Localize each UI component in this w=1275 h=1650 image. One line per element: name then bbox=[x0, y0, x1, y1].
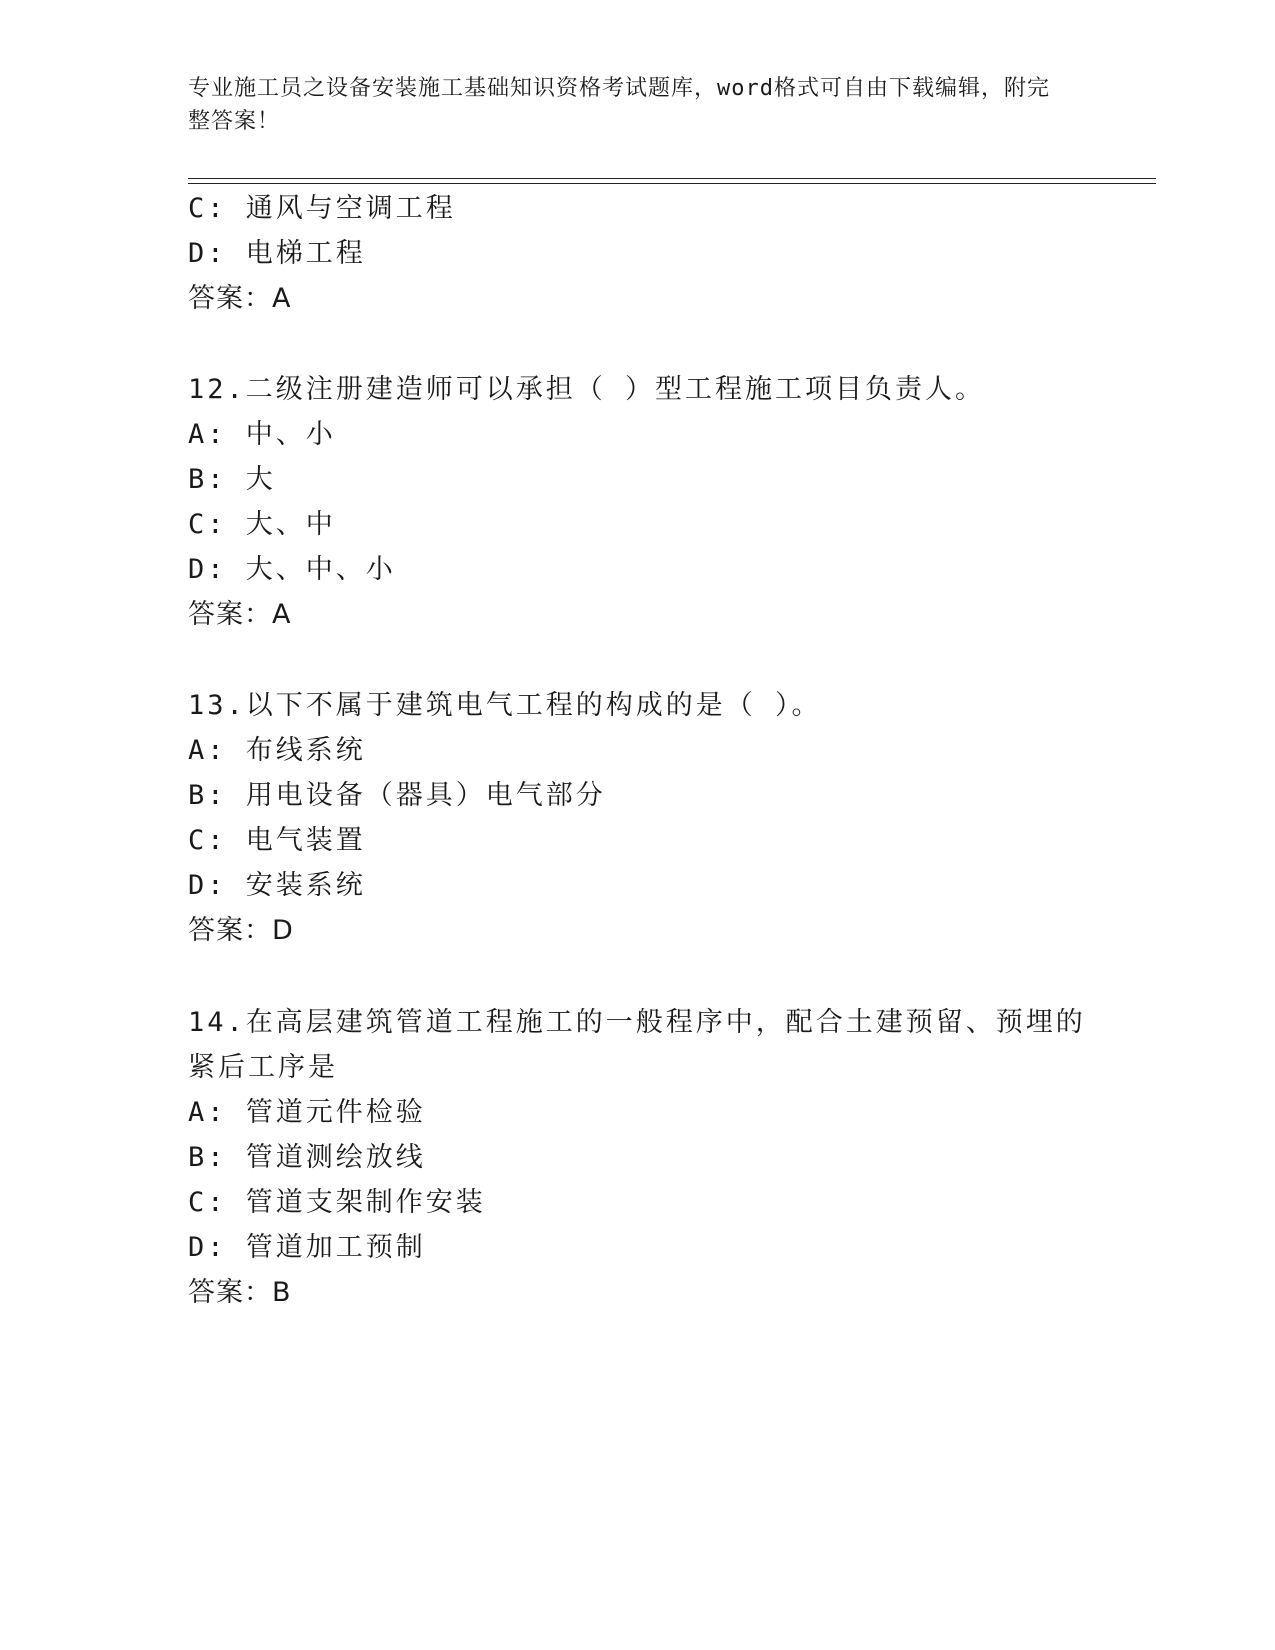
answer-line: 答案：A bbox=[188, 283, 292, 314]
option-b: B: 大 bbox=[188, 464, 276, 495]
question-stem: 14.在高层建筑管道工程施工的一般程序中，配合土建预留、预埋的紧后工序是 bbox=[188, 1007, 1086, 1083]
document-header: 专业施工员之设备安装施工基础知识资格考试题库，word格式可自由下载编辑，附完整答案！ bbox=[188, 76, 1050, 134]
question-stem: 13.以下不属于建筑电气工程的构成的是（ ）。 bbox=[188, 690, 822, 721]
option-a: A: 布线系统 bbox=[188, 735, 366, 766]
option-c: C: 电气装置 bbox=[188, 825, 366, 856]
option-b: B: 管道测绘放线 bbox=[188, 1142, 426, 1173]
option-d: D: 大、中、小 bbox=[188, 554, 396, 585]
option-d: D: 电梯工程 bbox=[188, 238, 366, 269]
option-d: D: 安装系统 bbox=[188, 870, 366, 901]
answer-line: 答案：D bbox=[188, 915, 294, 946]
answer-line: 答案：A bbox=[188, 599, 292, 630]
option-c: C: 管道支架制作安装 bbox=[188, 1187, 486, 1218]
header-divider-bottom bbox=[188, 183, 1156, 184]
option-c: C: 通风与空调工程 bbox=[188, 193, 456, 224]
option-b: B: 用电设备（器具）电气部分 bbox=[188, 780, 606, 811]
question-stem: 12.二级注册建造师可以承担（ ）型工程施工项目负责人。 bbox=[188, 374, 986, 405]
option-c: C: 大、中 bbox=[188, 509, 336, 540]
option-a: A: 管道元件检验 bbox=[188, 1097, 426, 1128]
header-divider-top bbox=[188, 178, 1156, 179]
answer-line: 答案：B bbox=[188, 1277, 292, 1308]
option-a: A: 中、小 bbox=[188, 419, 336, 450]
option-d: D: 管道加工预制 bbox=[188, 1232, 426, 1263]
